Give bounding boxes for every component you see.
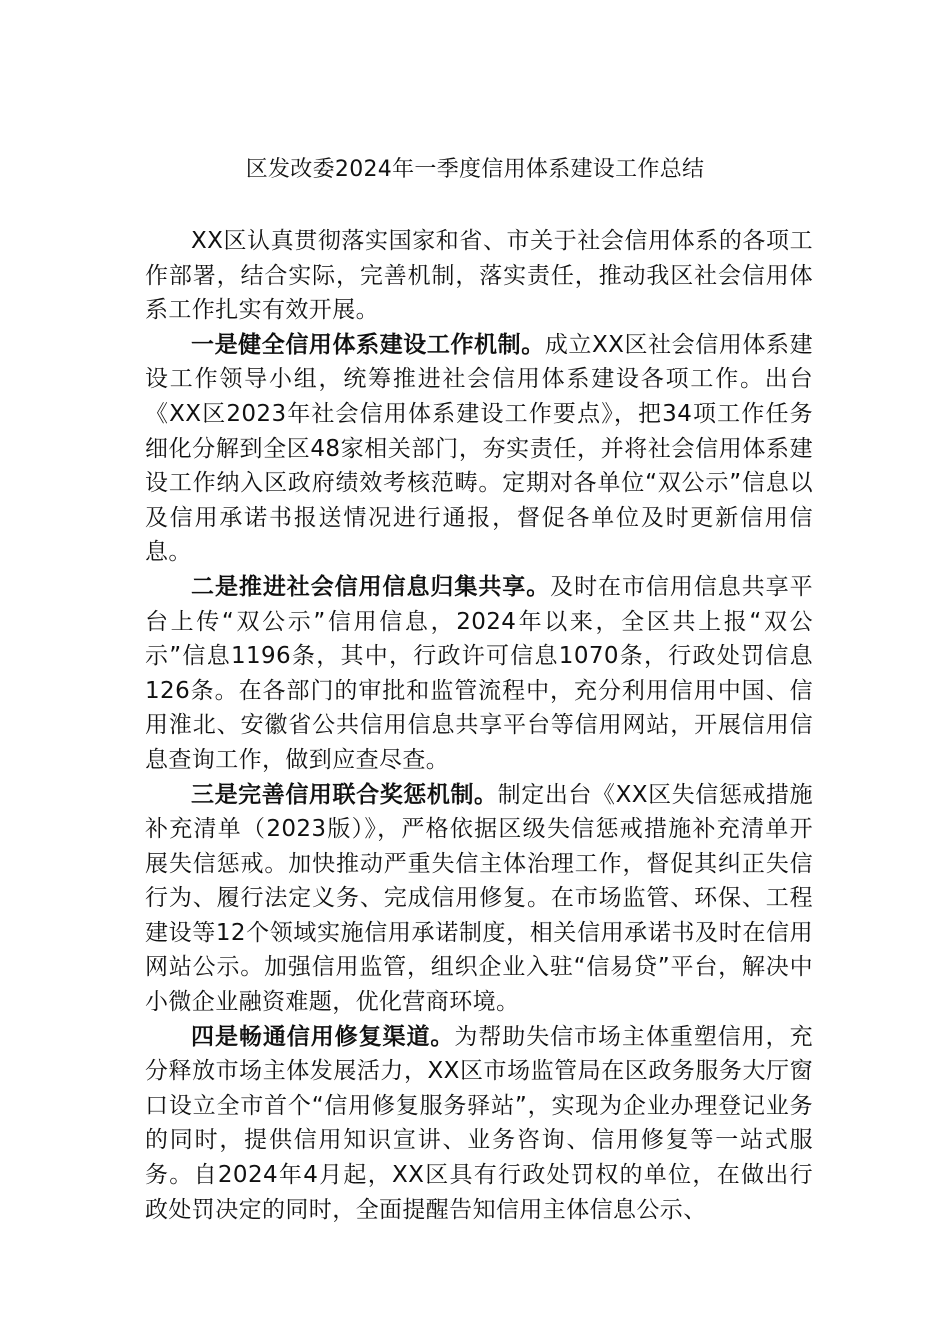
paragraph-mechanism-text: 成立XX区社会信用体系建设工作领导小组，统筹推进社会信用体系建设各项工作。出台《XX区2023年社会信用体系建设工作要点》，把34项工作任务细化分解到全区48家相关部门，夯实责任，并将社会信用体系建设工作纳入区政府绩效考核范畴。定期对各单位“双公示”信息以及信用承诺书报送情况进行通报，督促各单位及时更新信用信息。 <box>145 331 813 566</box>
paragraph-rewards-penalties-lead: 三是完善信用联合奖惩机制。 <box>191 781 498 808</box>
paragraph-info-sharing <box>145 570 813 778</box>
paragraph-rewards-penalties-text: 制定出台《XX区失信惩戒措施补充清单（2023版）》，严格依据区级失信惩戒措施补充清单开展失信惩戒。加快推动严重失信主体治理工作，督促其纠正失信行为、履行法定义务、完成信用修复。在市场监管、环保、工程建设等12个领域实施信用承诺制度，相关信用承诺书及时在信用网站公示。加强信用监管，组织企业入驻“信易贷”平台，解决中小微企业融资难题，优化营商环境。 <box>145 781 813 1016</box>
document-body <box>145 224 813 1227</box>
paragraph-info-sharing-lead: 二是推进社会信用信息归集共享。 <box>191 573 551 600</box>
paragraph-credit-repair-lead: 四是畅通信用修复渠道。 <box>191 1023 455 1050</box>
paragraph-mechanism-lead: 一是健全信用体系建设工作机制。 <box>191 331 545 358</box>
document-title: 区发改委2024年一季度信用体系建设工作总结 <box>245 157 705 182</box>
paragraph-intro-text: XX区认真贯彻落实国家和省、市关于社会信用体系的各项工作部署，结合实际，完善机制，落实责任，推动我区社会信用体系工作扎实有效开展。 <box>145 228 813 324</box>
paragraph-mechanism <box>145 328 813 570</box>
paragraph-credit-repair <box>145 1020 813 1228</box>
paragraph-credit-repair-text: 为帮助失信市场主体重塑信用，充分释放市场主体发展活力，XX区市场监管局在区政务服务大厅窗口设立全市首个“信用修复服务驿站”，实现为企业办理登记业务的同时，提供信用知识宣讲、业务咨询、信用修复等一站式服务。自2024年4月起，XX区具有行政处罚权的单位，在做出行政处罚决定的同时，全面提醒告知信用主体信息公示、 <box>145 1023 814 1223</box>
paragraph-rewards-penalties <box>145 778 813 1020</box>
paragraph-info-sharing-text: 及时在市信用信息共享平台上传“双公示”信用信息，2024年以来，全区共上报“双公示”信息1196条，其中，行政许可信息1070条，行政处罚信息126条。在各部门的审批和监管流程中，充分利用信用中国、信用淮北、安徽省公共信用信息共享平台等信用网站，开展信用信息查询工作，做到应查尽查。 <box>145 573 813 773</box>
paragraph-intro <box>145 224 813 328</box>
